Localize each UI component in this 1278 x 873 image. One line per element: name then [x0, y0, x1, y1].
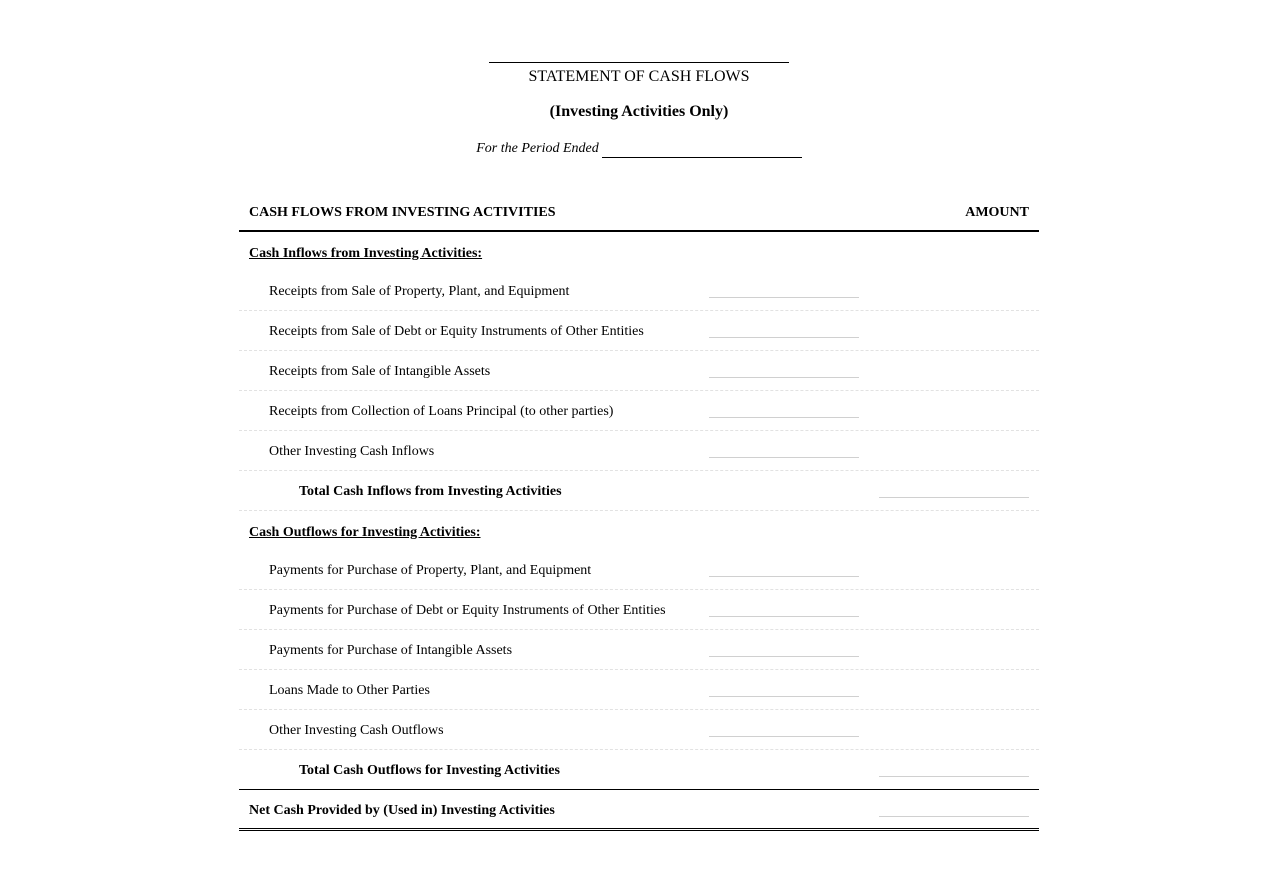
statement-rows	[239, 232, 1039, 831]
total-outflows-amount-blank[interactable]	[879, 776, 1029, 777]
line-item-row	[239, 431, 1039, 471]
line-item-label: Receipts from Collection of Loans Principal (to other parties)	[269, 404, 614, 419]
line-item-label: Other Investing Cash Inflows	[269, 444, 435, 459]
period-date-blank[interactable]	[602, 141, 802, 158]
line-item-row	[239, 670, 1039, 710]
net-cash-row	[239, 789, 1039, 831]
period-label: For the Period Ended	[476, 141, 599, 156]
line-item-amount-blank[interactable]	[709, 616, 859, 617]
line-item-label: Loans Made to Other Parties	[269, 683, 430, 698]
statement-title: STATEMENT OF CASH FLOWS	[528, 68, 750, 85]
line-item-row	[239, 550, 1039, 590]
line-item-label: Payments for Purchase of Debt or Equity Instruments of Other Entities	[269, 603, 666, 618]
inflows-heading-label: Cash Inflows from Investing Activities:	[249, 246, 483, 261]
statement-subtitle: (Investing Activities Only)	[549, 103, 729, 120]
header-amount: AMOUNT	[965, 205, 1029, 220]
net-cash-amount-blank[interactable]	[879, 816, 1029, 817]
line-item-amount-blank[interactable]	[709, 417, 859, 418]
total-outflows-row	[239, 750, 1039, 789]
line-item-row	[239, 351, 1039, 391]
line-item-row	[239, 271, 1039, 311]
period-line	[239, 140, 1039, 158]
line-item-row	[239, 590, 1039, 630]
line-item-row	[239, 311, 1039, 351]
header-investing-activities: CASH FLOWS FROM INVESTING ACTIVITIES	[249, 205, 556, 220]
line-item-label: Other Investing Cash Outflows	[269, 723, 444, 738]
line-item-amount-blank[interactable]	[709, 377, 859, 378]
total-inflows-label: Total Cash Inflows from Investing Activities	[299, 484, 562, 499]
line-item-label: Receipts from Sale of Debt or Equity Instruments of Other Entities	[269, 324, 644, 339]
line-item-amount-blank[interactable]	[709, 576, 859, 577]
table-header	[239, 200, 1039, 232]
line-item-label: Receipts from Sale of Intangible Assets	[269, 364, 491, 379]
line-item-amount-blank[interactable]	[709, 457, 859, 458]
line-item-amount-blank[interactable]	[709, 696, 859, 697]
line-item-amount-blank[interactable]	[709, 656, 859, 657]
line-item-label: Payments for Purchase of Intangible Assets	[269, 643, 513, 658]
line-item-row	[239, 391, 1039, 431]
line-item-row	[239, 630, 1039, 670]
line-item-amount-blank[interactable]	[709, 297, 859, 298]
company-name-blank-line[interactable]	[489, 62, 789, 63]
line-item-label: Receipts from Sale of Property, Plant, and Equipment	[269, 284, 570, 299]
total-outflows-label: Total Cash Outflows for Investing Activities	[299, 763, 560, 778]
outflows-heading-label: Cash Outflows for Investing Activities:	[249, 525, 481, 540]
line-item-row	[239, 710, 1039, 750]
inflows-section-heading	[239, 232, 1039, 271]
outflows-section-heading	[239, 511, 1039, 550]
line-item-amount-blank[interactable]	[709, 736, 859, 737]
total-inflows-row	[239, 471, 1039, 511]
net-cash-label: Net Cash Provided by (Used in) Investing Activities	[249, 803, 555, 818]
line-item-label: Payments for Purchase of Property, Plant, and Equipment	[269, 563, 592, 578]
total-inflows-amount-blank[interactable]	[879, 497, 1029, 498]
line-item-amount-blank[interactable]	[709, 337, 859, 338]
